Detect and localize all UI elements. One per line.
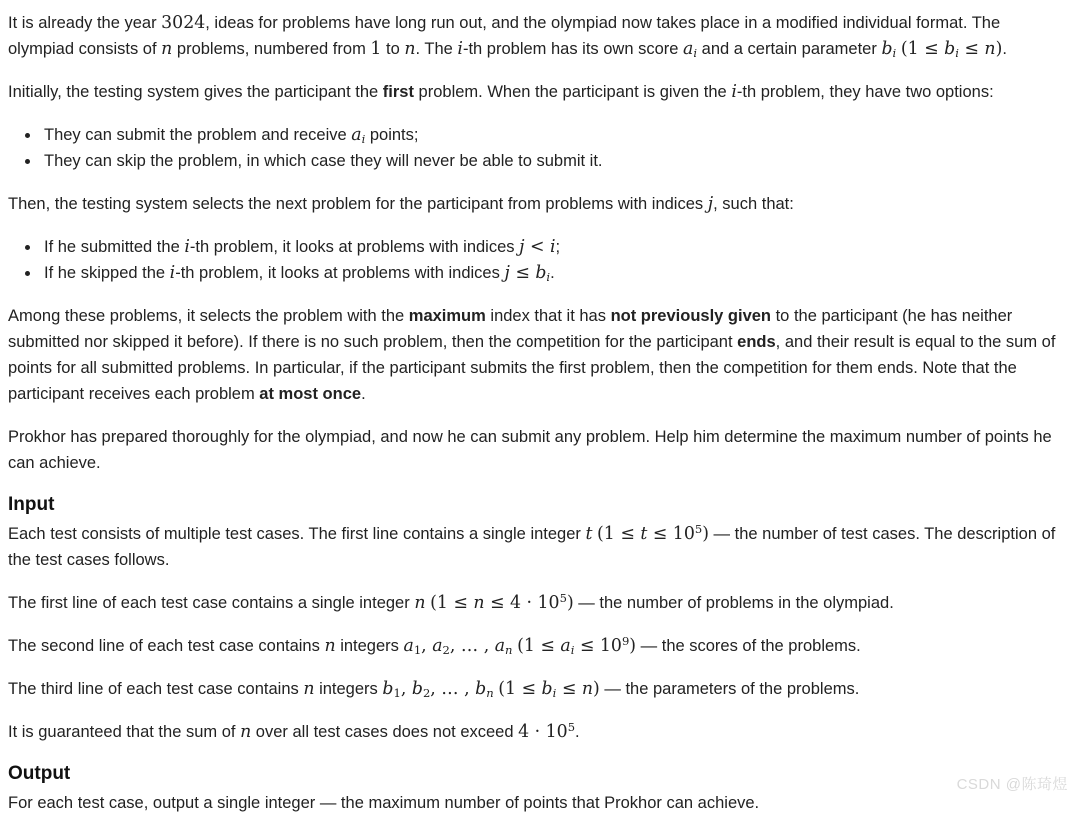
math-variable: i (169, 263, 176, 283)
math-number: ) (995, 39, 1003, 59)
math-subscript: i (693, 45, 698, 60)
bold-text-run: not previously given (610, 307, 772, 325)
paragraph-input-thirdline (8, 676, 1069, 702)
text-run: For each test case, output a single integer — the maximum number of points that Prokhor can achieve. (8, 794, 760, 812)
paragraph-input-firstline (8, 590, 1069, 616)
text-run: The first line of each test case contains a single integer (8, 594, 415, 612)
math-number: 3024 (161, 13, 206, 33)
bold-text-run: at most once (259, 385, 362, 403)
math-number: , (421, 636, 433, 656)
math-number: 4 · 10 (518, 722, 568, 742)
text-run: , such that: (713, 195, 794, 213)
text-run: — the number of test cases. The description of the test cases follows. (8, 525, 1056, 569)
math-number: ≤ (509, 263, 536, 283)
math-number: ≤ (556, 679, 582, 699)
math-variable: a (351, 125, 362, 145)
math-number: ) (593, 679, 600, 699)
text-run: integers (335, 637, 404, 655)
paragraph-input-secondline (8, 633, 1069, 659)
math-subscript: i (570, 642, 575, 657)
text-run: Each test consists of multiple test cases. The first line contains a single integer (8, 525, 586, 543)
math-variable: i (731, 82, 737, 102)
math-subscript: 2 (442, 642, 450, 657)
bold-text-run: first (382, 83, 414, 101)
math-superscript: 5 (567, 720, 576, 735)
math-variable: b (535, 263, 547, 283)
text-run: , ideas for problems have long run out, and the olympiad now takes place in a modified individual format. The olympiad consists of (8, 14, 1001, 58)
text-run: points; (365, 126, 419, 144)
text-run: to (381, 40, 405, 58)
math-variable: b (541, 679, 553, 699)
math-variable: n (303, 679, 315, 699)
options-list (8, 122, 1069, 174)
math-variable: b (475, 679, 487, 699)
list-item-skipped-condition (41, 260, 1069, 286)
math-subscript: i (955, 45, 959, 60)
math-subscript: 1 (393, 685, 401, 700)
math-number: (1 ≤ (597, 524, 641, 544)
text-run: Then, the testing system selects the next problem for the participant from problems with indices (8, 195, 708, 213)
math-subscript: 1 (413, 642, 422, 657)
math-variable: n (473, 593, 485, 613)
text-run: The third line of each test case contains (8, 680, 304, 698)
math-variable: n (414, 593, 426, 613)
math-number: , (400, 679, 412, 699)
text-run: If he skipped the (44, 264, 170, 282)
text-run: index that it has (485, 307, 611, 325)
text-run: Among these problems, it selects the problem with the (8, 307, 409, 325)
math-variable: b (944, 39, 956, 59)
text-run: problem. When the participant is given the (413, 83, 732, 101)
math-number: ) (702, 524, 709, 544)
math-number: , … , (449, 636, 495, 656)
bold-text-run: ends (737, 333, 776, 351)
conditions-list (8, 234, 1069, 286)
math-variable: a (403, 636, 414, 656)
list-item-submit-option (41, 122, 1069, 148)
input-heading: Input (8, 494, 55, 515)
math-variable: b (411, 679, 423, 699)
text-run: Initially, the testing system gives the participant the (8, 83, 383, 101)
text-run: problems, numbered from (172, 40, 371, 58)
paragraph-then (8, 191, 1069, 217)
math-variable: i (184, 237, 190, 257)
math-variable: n (581, 679, 594, 699)
text-run: -th problem, it looks at problems with indices (175, 264, 505, 282)
math-number: 1 (370, 39, 382, 59)
math-variable: n (984, 39, 996, 59)
math-variable: a (560, 636, 571, 656)
text-run: They can submit the problem and receive (44, 126, 352, 144)
math-variable: n (240, 722, 252, 742)
text-run: to the participant (he has neither submitted nor skipped it before). If there is no such problem, then the competition for the participant (8, 307, 1013, 351)
paragraph-intro (8, 10, 1069, 62)
math-variable: a (432, 636, 443, 656)
math-variable: j (707, 194, 714, 214)
text-run: . (550, 264, 555, 282)
math-variable: j (519, 237, 525, 257)
bold-text-run: maximum (408, 307, 486, 325)
math-superscript: 5 (559, 591, 567, 606)
math-number: (1 ≤ (517, 636, 561, 656)
text-run: — the number of problems in the olympiad. (573, 594, 894, 612)
text-run: -th problem, they have two options: (736, 83, 994, 101)
paragraph-output (8, 790, 1069, 816)
paragraph-prokhor (8, 424, 1069, 476)
math-variable: n (324, 636, 336, 656)
math-number: (1 ≤ (430, 593, 474, 613)
paragraph-initially (8, 79, 1069, 105)
text-run: integers (314, 680, 383, 698)
math-superscript: 5 (694, 522, 703, 537)
math-variable: t (585, 524, 593, 544)
text-run: over all test cases does not exceed (251, 723, 519, 741)
math-subscript: i (552, 685, 557, 700)
math-variable: b (382, 679, 394, 699)
math-number: ≤ 10 (574, 636, 622, 656)
text-run: — the parameters of the problems. (599, 680, 860, 698)
text-run: If he submitted the (44, 238, 185, 256)
text-run: -th problem has its own score (462, 40, 684, 58)
text-run: — the scores of the problems. (636, 637, 861, 655)
math-subscript: n (505, 642, 513, 657)
csdn-watermark: CSDN @陈琦煜 (956, 776, 1068, 793)
math-number: ≤ 4 · 10 (484, 593, 560, 613)
text-run: Prokhor has prepared thoroughly for the olympiad, and now he can submit any problem. Help him determine the maximum number of points he can achieve. (8, 428, 1052, 472)
math-subscript: n (486, 685, 494, 700)
text-run: They can skip the problem, in which case they will never be able to submit it. (44, 152, 603, 170)
math-subscript: 2 (422, 685, 431, 700)
paragraph-among (8, 303, 1069, 407)
math-number: ≤ 10 (647, 524, 695, 544)
text-run: . (1002, 40, 1007, 58)
text-run: It is already the year (8, 14, 162, 32)
text-run: The second line of each test case contains (8, 637, 325, 655)
output-heading: Output (8, 763, 71, 784)
math-superscript: 9 (621, 634, 630, 649)
math-number: (1 ≤ (900, 39, 945, 59)
math-variable: n (161, 39, 173, 59)
text-run: -th problem, it looks at problems with indices (189, 238, 520, 256)
math-number: ) (566, 593, 574, 613)
math-number: ) (629, 636, 637, 656)
math-number: ≤ (958, 39, 985, 59)
math-subscript: i (546, 269, 551, 284)
text-run: It is guaranteed that the sum of (8, 723, 241, 741)
text-run: . (361, 385, 366, 403)
math-variable: b (881, 39, 893, 59)
math-variable: i (550, 237, 556, 257)
math-variable: a (683, 39, 694, 59)
paragraph-input-testcases (8, 521, 1069, 573)
math-variable: i (457, 39, 463, 59)
math-variable: t (640, 524, 648, 544)
paragraph-input-guarantee (8, 719, 1069, 745)
math-variable: n (404, 39, 416, 59)
math-number: , … , (430, 679, 476, 699)
list-item-skip-option (41, 148, 1069, 174)
math-subscript: i (361, 131, 366, 146)
math-variable: j (504, 263, 510, 283)
text-run: . (575, 723, 580, 741)
text-run: , and their result is equal to the sum of points for all submitted problems. In particular, if the participant submits the first problem, then the competition for them ends. Note that the participant receives each problem (8, 333, 1056, 403)
math-subscript: i (892, 45, 897, 60)
list-item-submitted-condition (41, 234, 1069, 260)
text-run: ; (555, 238, 561, 256)
text-run: and a certain parameter (697, 40, 882, 58)
math-number: < (524, 237, 550, 257)
text-run: . The (415, 40, 458, 58)
math-variable: a (494, 636, 506, 656)
math-number: (1 ≤ (498, 679, 542, 699)
